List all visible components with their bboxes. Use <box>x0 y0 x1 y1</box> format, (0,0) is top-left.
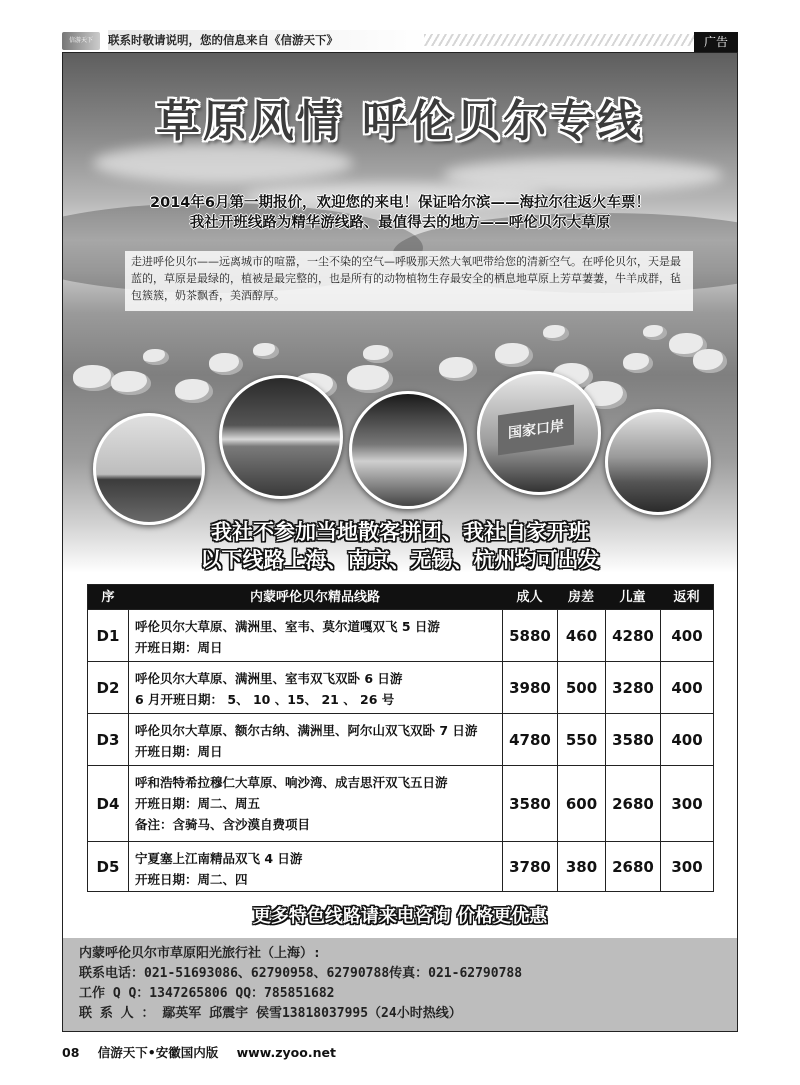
price-single: 500 <box>557 662 605 713</box>
table-row <box>87 842 714 892</box>
sheep <box>495 343 533 367</box>
subtitle-route: 我社开班线路为精华游线路、最值得去的地方——呼伦贝尔大草原 <box>189 215 611 231</box>
photo-city-building <box>349 391 467 509</box>
table-row <box>87 766 714 842</box>
header-route: 内蒙呼伦贝尔精品线路 <box>249 590 380 605</box>
sheep <box>111 371 151 395</box>
price-rebate: 400 <box>660 610 713 661</box>
price-child: 3580 <box>605 714 660 765</box>
sheep <box>209 353 243 375</box>
price-rebate: 300 <box>660 842 713 891</box>
route-description <box>128 842 502 891</box>
price-adult: 3580 <box>502 766 557 841</box>
slogan-self-tour: 我社不参加当地散客拼团、我社自家开班 <box>211 520 589 544</box>
route-id: D5 <box>96 857 120 876</box>
route-name: 呼伦贝尔大草原、满洲里、室韦、莫尔道嘎双飞 5 日游 <box>135 619 440 634</box>
header-index: 序 <box>101 590 115 605</box>
route-description <box>128 714 502 765</box>
contact-note: 联系时敬请说明，您的信息来自《信游天下》 <box>108 30 428 50</box>
price-adult: 3980 <box>502 662 557 713</box>
price-rebate: 400 <box>660 714 713 765</box>
sheep <box>623 353 653 373</box>
route-id: D1 <box>96 626 120 645</box>
contact-box <box>63 938 737 1031</box>
contact-phone: 联系电话：021-51693086、62790958、62790788传真：021-62790788 <box>79 966 523 981</box>
price-adult: 4780 <box>502 714 557 765</box>
route-schedule: 开班日期：周二、四 <box>135 872 248 887</box>
price-single: 460 <box>557 610 605 661</box>
photo-river <box>219 375 343 499</box>
price-adult: 3780 <box>502 842 557 891</box>
sheep <box>175 379 213 403</box>
hero-banner <box>63 53 737 573</box>
sheep <box>347 365 393 393</box>
price-child: 4280 <box>605 610 660 661</box>
sheep <box>253 343 279 359</box>
route-description <box>128 610 502 661</box>
publication-name: 信游天下•安徽国内版 <box>97 1045 219 1060</box>
price-child: 3280 <box>605 662 660 713</box>
header-rebate: 返利 <box>673 590 700 605</box>
sheep <box>143 349 169 365</box>
contact-person: 联 系 人 ： 鄢英军 邱震宇 侯雪13818037995（24小时热线） <box>79 1006 462 1021</box>
table-header <box>87 584 714 610</box>
photo-yurts <box>93 413 205 525</box>
route-schedule: 6 月开班日期： 5、 10 、15、 21 、 26 号 <box>135 692 395 707</box>
header-child: 儿童 <box>619 590 646 605</box>
price-single: 380 <box>557 842 605 891</box>
price-rebate: 300 <box>660 766 713 841</box>
route-id: D4 <box>96 794 120 813</box>
sheep <box>73 365 115 391</box>
more-routes-banner: 更多特色线路请来电咨询 价格更优惠 <box>252 906 548 927</box>
contact-qq: 工作 Q Q：1347265806 QQ：785851682 <box>79 986 335 1001</box>
route-name: 宁夏塞上江南精品双飞 4 日游 <box>135 851 303 866</box>
sheep <box>363 345 393 363</box>
photo-port-sign <box>477 371 601 495</box>
top-bar <box>62 30 738 52</box>
route-schedule: 开班日期：周日 <box>135 640 223 655</box>
page-title: 草原风情 呼伦贝尔专线 <box>155 96 645 147</box>
route-schedule: 开班日期：周二、周五 <box>135 796 261 811</box>
route-name: 呼和浩特希拉穆仁大草原、响沙湾、成吉思汗双飞五日游 <box>135 775 448 790</box>
sheep <box>643 325 667 340</box>
subtitle-price: 2014年6月第一期报价，欢迎您的来电！保证哈尔滨——海拉尔往返火车票！ <box>150 195 650 211</box>
route-description <box>128 766 502 841</box>
port-sign-text: 国家口岸 <box>498 405 574 456</box>
price-single: 600 <box>557 766 605 841</box>
page-number: 08 <box>62 1045 80 1060</box>
ad-badge: 广告 <box>694 32 738 52</box>
table-row <box>87 610 714 662</box>
agency-name: 内蒙呼伦贝尔市草原阳光旅行社（上海）: <box>79 946 321 961</box>
website-link[interactable]: www.zyoo.net <box>236 1045 336 1060</box>
price-single: 550 <box>557 714 605 765</box>
intro-text: 走进呼伦贝尔——远离城市的喧嚣，一尘不染的空气—呼吸那天然大氧吧带给您的清新空气。在呼伦贝尔，天是最蓝的，草原是最绿的，植被是最完整的，也是所有的动物植物生存最安全的栖息地草原上芳草萋萋，牛羊成群，毡包簇簇，奶茶飘香，美酒醇厚。 <box>125 251 693 311</box>
price-adult: 5880 <box>502 610 557 661</box>
route-id: D3 <box>96 730 120 749</box>
slogan-departure: 以下线路上海、南京、无锡、杭州均可出发 <box>200 548 600 572</box>
header-single-supplement: 房差 <box>567 590 594 605</box>
table-row <box>87 662 714 714</box>
page-footer <box>62 1043 350 1061</box>
photo-grassland <box>605 409 711 515</box>
route-name: 呼伦贝尔大草原、满洲里、室韦双飞双卧 6 日游 <box>135 671 403 686</box>
sheep <box>693 349 727 373</box>
sheep <box>439 357 477 381</box>
decorative-stripes <box>424 34 724 46</box>
route-name: 呼伦贝尔大草原、额尔古纳、满洲里、阿尔山双飞双卧 7 日游 <box>135 723 478 738</box>
table-row <box>87 714 714 766</box>
route-remark: 备注：含骑马、含沙漠自费项目 <box>135 817 311 832</box>
route-table <box>87 584 714 892</box>
route-description <box>128 662 502 713</box>
cloud <box>93 143 353 183</box>
header-adult: 成人 <box>516 590 543 605</box>
route-schedule: 开班日期：周日 <box>135 744 223 759</box>
sheep <box>543 325 569 341</box>
price-child: 2680 <box>605 842 660 891</box>
price-rebate: 400 <box>660 662 713 713</box>
route-id: D2 <box>96 678 120 697</box>
publication-logo: 信游天下 <box>62 32 100 50</box>
price-child: 2680 <box>605 766 660 841</box>
